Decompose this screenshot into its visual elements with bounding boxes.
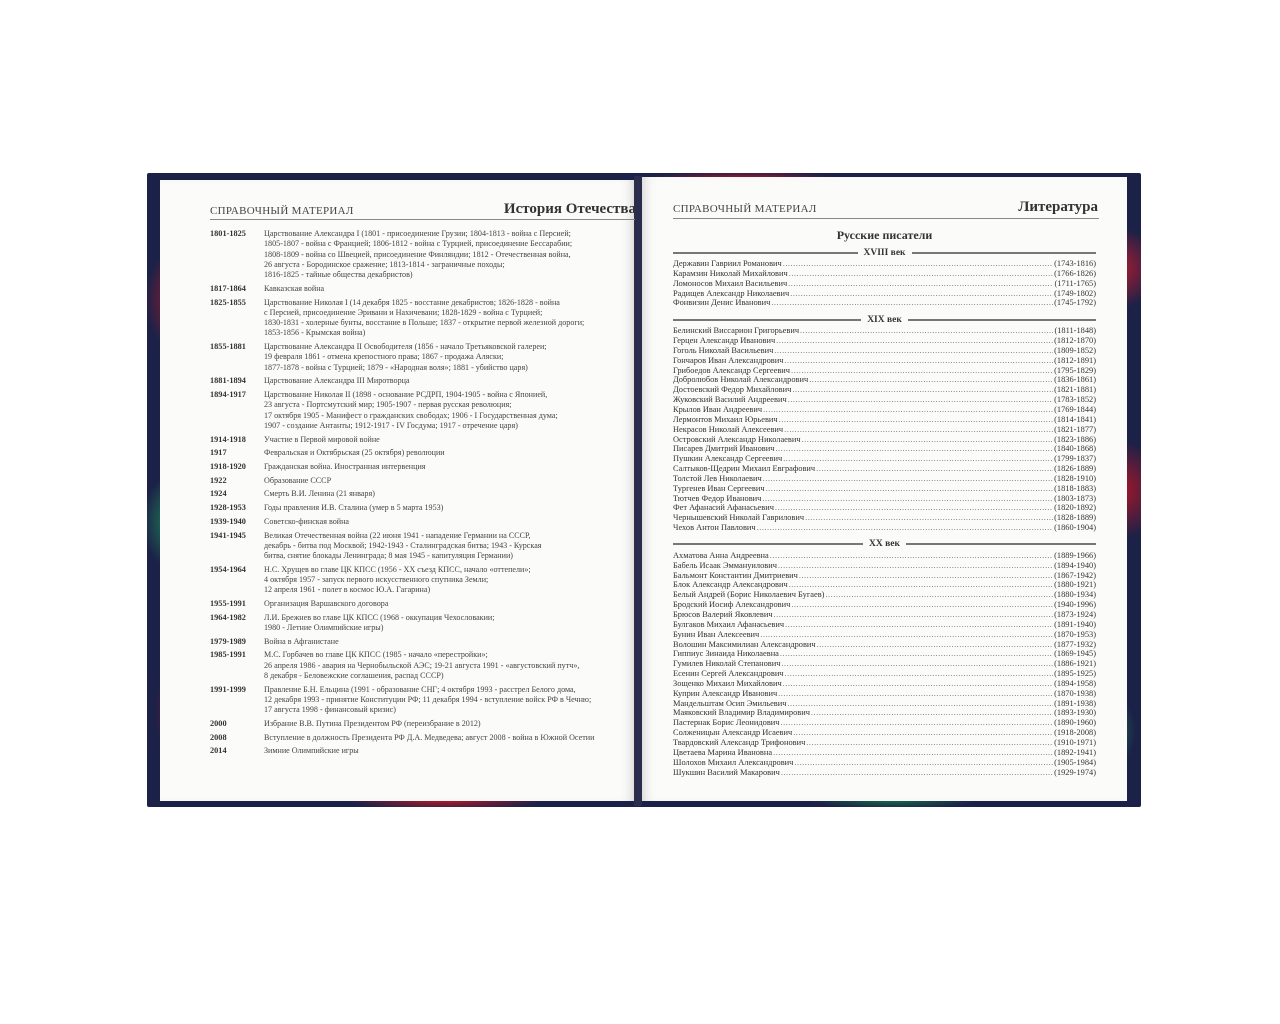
writer-years: (1828-1910) [1054, 473, 1096, 483]
dot-leader [773, 748, 1053, 758]
writer-row [673, 669, 1096, 679]
writer-years: (1892-1941) [1054, 747, 1096, 757]
dot-leader [770, 551, 1053, 561]
dot-leader [762, 494, 1053, 504]
writer-name: Гумилев Николай Степанович [673, 659, 781, 669]
timeline-year: 1894-1917 [210, 390, 246, 400]
timeline-row [210, 517, 626, 527]
writer-row [673, 748, 1096, 758]
dot-leader [793, 728, 1053, 738]
timeline-row [210, 342, 626, 373]
timeline-text: Великая Отечественная война (22 июня 1941 - нападение Германии на СССР, декабрь - битва под Москвой; 1942-1943 - Сталинградская битва; 1943 - Курская битва, снятие блокады Ленинграда; 8 мая 1945 - капитуляция Германии) [264, 530, 542, 561]
writer-name: Крылов Иван Андреевич [673, 404, 763, 414]
writer-years: (1711-1765) [1054, 278, 1096, 288]
writer-name: Блок Александр Александрович [673, 580, 788, 590]
writer-row [673, 630, 1096, 640]
writer-years: (1826-1889) [1054, 464, 1096, 474]
timeline-text: Н.С. Хрущев во главе ЦК КПСС (1956 - XX съезд КПСС, начало «оттепели»; 4 октября 1957 - запуск первого искусственного спутника Земли; 12 апреля 1961 - полет в космос Ю.А. Гагарина) [264, 564, 531, 595]
writer-row [673, 366, 1096, 376]
writer-row [673, 474, 1096, 484]
writers-list [673, 228, 1096, 777]
timeline-row [210, 462, 626, 472]
book-spine [634, 176, 642, 806]
writer-name: Бальмонт Константин Дмитриевич [673, 570, 798, 580]
dot-leader [816, 464, 1053, 474]
timeline-text: Вступление в должность Президента РФ Д.А. Медведева; август 2008 - война в Южной Осетии [264, 732, 595, 742]
writer-name: Брюсов Валерий Яковлевич [673, 610, 773, 619]
timeline-year: 1801-1825 [210, 229, 246, 238]
right-header-label: СПРАВОЧНЫЙ МАТЕРИАЛ [673, 203, 817, 215]
timeline-text: Февральская и Октябрьская (25 октября) революции [264, 448, 445, 458]
dot-leader [791, 600, 1053, 610]
writer-name: Грибоедов Александр Сергеевич [673, 365, 791, 375]
dot-leader [794, 758, 1053, 768]
writer-years: (1814-1841) [1054, 414, 1096, 424]
timeline-text: Война в Афганистане [264, 636, 339, 646]
writer-years: (1840-1868) [1054, 444, 1096, 454]
dot-leader [779, 415, 1054, 425]
writer-years: (1812-1891) [1054, 355, 1096, 365]
timeline-text: Организация Варшавского договора [264, 599, 389, 609]
timeline-text: Правление Б.Н. Ельцина (1991 - образование СНГ; 4 октября 1993 - расстрел Белого дома, 12 декабря 1993 - принятие Конституции РФ; 11 декабря 1994 - вступление войск РФ в Чечню; 17 августа 1998 - финансовый кризис) [264, 684, 592, 715]
dot-leader [802, 435, 1054, 445]
timeline-row [210, 719, 626, 729]
writer-years: (1795-1829) [1054, 365, 1096, 375]
writer-name: Шукшин Василий Макарович [673, 767, 780, 777]
writer-name: Солженицын Александр Исаевич [673, 728, 793, 738]
timeline-year: 1917 [210, 448, 227, 458]
dot-leader [781, 768, 1053, 778]
writer-row [673, 689, 1096, 699]
timeline-year: 1924 [210, 489, 227, 499]
writer-years: (1809-1852) [1054, 345, 1096, 355]
writer-name: Жуковский Василий Андреевич [673, 395, 787, 405]
dot-leader [783, 679, 1053, 689]
timeline-row [210, 503, 626, 513]
writer-name: Карамзин Николай Михайлович [673, 268, 788, 278]
writer-row [673, 708, 1096, 718]
dot-leader [811, 708, 1053, 718]
timeline-year: 1817-1864 [210, 283, 246, 293]
writer-years: (1870-1938) [1054, 688, 1096, 698]
left-header-label: СПРАВОЧНЫЙ МАТЕРИАЛ [210, 205, 354, 217]
dot-leader [785, 620, 1053, 630]
writer-name: Островский Александр Николаевич [673, 434, 801, 444]
dot-leader [775, 503, 1053, 513]
writer-name: Достоевский Федор Михайлович [673, 385, 792, 395]
writer-row [673, 425, 1096, 435]
writer-row [673, 259, 1096, 269]
dot-leader [763, 474, 1053, 484]
dot-leader [806, 738, 1053, 748]
timeline-year: 1941-1945 [210, 530, 246, 540]
writer-name: Лермонтов Михаил Юрьевич [673, 414, 778, 424]
writer-name: Ахматова Анна Андреевна [673, 550, 769, 560]
dot-leader [757, 523, 1054, 533]
dot-leader [788, 279, 1053, 289]
dot-leader [778, 689, 1053, 699]
writer-name: Фонвизин Денис Иванович [673, 298, 771, 308]
writer-years: (1891-1938) [1054, 698, 1096, 708]
dot-leader [766, 484, 1054, 494]
writer-name: Гиппиус Зинаида Николаевна [673, 649, 779, 659]
timeline-text: Царствование Александра I (1801 - присоединение Грузии; 1804-1813 - война с Персией; 1805-1807 - война с Францией; 1806-1812 - война с Турцией, присоединение Бессарабии; 1808-1809 - война со Швецией, присоединение Финляндии; 1812 - Отечественная война, 26 августа - Бородинское сражение; 1813-1814 - заграничные походы; 1816-1825 - тайные общества декабристов) [264, 229, 573, 280]
timeline-row [210, 531, 626, 562]
writer-name: Бродский Иосиф Александрович [673, 600, 791, 610]
dot-leader [800, 326, 1053, 336]
writer-years: (1743-1816) [1054, 259, 1096, 268]
writer-row [673, 494, 1096, 504]
writer-name: Мандельштам Осип Эмильевич [673, 698, 787, 708]
writer-row [673, 385, 1096, 395]
writer-name: Булгаков Михаил Афанасьевич [673, 619, 785, 629]
writer-years: (1918-2008) [1054, 728, 1096, 738]
writer-row [673, 620, 1096, 630]
writer-years: (1812-1870) [1054, 336, 1096, 346]
writer-years: (1818-1883) [1054, 483, 1096, 493]
writer-row [673, 405, 1096, 415]
writer-years: (1869-1945) [1054, 649, 1096, 659]
timeline-year: 1991-1999 [210, 684, 246, 694]
timeline-row [210, 685, 626, 716]
timeline-row [210, 284, 626, 294]
timeline-text: М.С. Горбачев во главе ЦК КПСС (1985 - начало «перестройки»; 26 апреля 1986 - авария на Чернобыльской АЭС; 19-21 августа 1991 - «августовский путч», 8 декабря - Беловежские соглашения, распад СССР) [264, 650, 580, 681]
writer-years: (1880-1934) [1054, 590, 1096, 600]
left-header-rule [210, 219, 635, 220]
writer-name: Есенин Сергей Александрович [673, 669, 784, 679]
writer-row [673, 415, 1096, 425]
timeline-text: Царствование Николая I (14 декабря 1825 - восстание декабристов; 1826-1828 - война с Персией, присоединение Эривани и Нахичевани; 1828-1829 - война с Турцией; 1830-1831 - холерные бунты, восстание в Польше; 1837 - открытие первой железной дороги; 1853-1856 - Крымская война) [264, 297, 585, 338]
timeline-row [210, 448, 626, 458]
timeline-text: Царствование Александра III Миротворца [264, 376, 410, 386]
writer-row [673, 551, 1096, 561]
timeline-year: 1939-1940 [210, 516, 246, 526]
timeline-text: Избрание В.В. Путина Президентом РФ (переизбрание в 2012) [264, 718, 481, 728]
writer-name: Тургенев Иван Сергеевич [673, 483, 765, 493]
writer-row [673, 758, 1096, 768]
writer-years: (1783-1852) [1054, 395, 1096, 405]
writer-years: (1836-1861) [1054, 375, 1096, 385]
timeline-year: 1964-1982 [210, 612, 246, 622]
writer-row [673, 444, 1096, 454]
timeline-text: Советско-финская война [264, 516, 350, 526]
writer-row [673, 336, 1096, 346]
writer-name: Писарев Дмитрий Иванович [673, 444, 775, 454]
writer-name: Бабель Исаак Эммануилович [673, 560, 777, 570]
dot-leader [778, 561, 1053, 571]
writer-years: (1894-1940) [1054, 560, 1096, 570]
writer-years: (1895-1925) [1054, 669, 1096, 679]
century-heading [673, 313, 1096, 326]
timeline-text: Зимние Олимпийские игры [264, 746, 359, 756]
dot-leader [781, 659, 1053, 669]
dot-leader [809, 375, 1053, 385]
writer-row [673, 561, 1096, 571]
century-rule-left [673, 319, 861, 321]
writer-years: (1910-1971) [1054, 737, 1096, 747]
writer-years: (1873-1924) [1054, 610, 1096, 619]
writer-name: Твардовский Александр Трифонович [673, 737, 806, 747]
writer-years: (1766-1826) [1054, 268, 1096, 278]
timeline-year: 1918-1920 [210, 462, 246, 472]
writer-years: (1940-1996) [1054, 600, 1096, 610]
writer-name: Гоголь Николай Васильевич [673, 345, 774, 355]
dot-leader [785, 669, 1054, 679]
writer-row [673, 346, 1096, 356]
writer-name: Радищев Александр Николаевич [673, 288, 790, 298]
writer-row [673, 435, 1096, 445]
writer-years: (1889-1966) [1054, 550, 1096, 560]
writer-name: Шолохов Михаил Александрович [673, 757, 794, 767]
writer-row [673, 298, 1096, 308]
timeline-year: 2008 [210, 732, 227, 742]
timeline-year: 1979-1989 [210, 636, 246, 646]
writer-row [673, 718, 1096, 728]
timeline-row [210, 435, 626, 445]
dot-leader [789, 269, 1053, 279]
writer-years: (1803-1873) [1054, 493, 1096, 503]
writer-name: Бунин Иван Алексеевич [673, 629, 760, 639]
writer-years: (1823-1886) [1054, 434, 1096, 444]
writer-row [673, 580, 1096, 590]
writer-years: (1877-1932) [1054, 639, 1096, 649]
writer-years: (1880-1921) [1054, 580, 1096, 590]
dot-leader [791, 366, 1053, 376]
timeline-year: 1955-1991 [210, 599, 246, 609]
dot-leader [774, 346, 1053, 356]
timeline-text: Смерть В.И. Ленина (21 января) [264, 489, 375, 499]
timeline-row [210, 390, 626, 431]
dot-leader [787, 699, 1053, 709]
section-title: Русские писатели [836, 228, 933, 242]
timeline-year: 1881-1894 [210, 376, 246, 386]
writer-row [673, 513, 1096, 523]
writer-row [673, 659, 1096, 669]
writer-name: Зощенко Михаил Михайлович [673, 678, 782, 688]
writer-name: Куприн Александр Иванович [673, 688, 778, 698]
dot-leader [788, 395, 1053, 405]
writer-years: (1890-1960) [1054, 718, 1096, 728]
writer-row [673, 610, 1096, 620]
dot-leader [780, 649, 1053, 659]
timeline-text: Л.И. Брежнев во главе ЦК КПСС (1968 - оккупация Чехословакии; 1980 - Летние Олимпийские игры) [264, 612, 495, 633]
writer-row [673, 395, 1096, 405]
writer-years: (1886-1921) [1054, 659, 1096, 669]
dot-leader [780, 718, 1053, 728]
writer-years: (1891-1940) [1054, 619, 1096, 629]
timeline-text: Кавказская война [264, 283, 325, 293]
writer-name: Волошин Максимилиан Александрович [673, 639, 816, 649]
timeline-row [210, 733, 626, 743]
writer-row [673, 679, 1096, 689]
dot-leader [799, 571, 1053, 581]
writer-row [673, 454, 1096, 464]
writer-name: Гончаров Иван Александрович [673, 355, 784, 365]
timeline-text: Годы правления И.В. Сталина (умер в 5 марта 1953) [264, 503, 444, 513]
century-label: XVIII век [863, 247, 906, 258]
dot-leader [817, 640, 1054, 650]
timeline-year: 1954-1964 [210, 564, 246, 574]
writer-years: (1828-1889) [1054, 513, 1096, 523]
timeline-year: 1922 [210, 475, 227, 485]
timeline-year: 1985-1991 [210, 650, 246, 660]
dot-leader [783, 454, 1053, 464]
writer-name: Тютчев Федор Иванович [673, 493, 762, 503]
writer-row [673, 289, 1096, 299]
dot-leader [784, 425, 1053, 435]
writer-row [673, 590, 1096, 600]
writer-years: (1821-1877) [1054, 424, 1096, 434]
writer-name: Фет Афанасий Афанасьевич [673, 503, 774, 513]
writer-name: Державин Гавриил Романович [673, 259, 782, 268]
dot-leader [825, 590, 1053, 600]
timeline-text: Гражданская война. Иностранная интервенция [264, 462, 426, 472]
writer-row [673, 571, 1096, 581]
writer-years: (1745-1792) [1054, 298, 1096, 308]
writer-row [673, 699, 1096, 709]
writer-name: Ломоносов Михаил Васильевич [673, 278, 788, 288]
timeline-year: 2000 [210, 718, 227, 728]
writer-name: Чехов Антон Павлович [673, 523, 756, 533]
writer-years: (1929-1974) [1054, 767, 1096, 777]
writer-years: (1769-1844) [1054, 404, 1096, 414]
writer-name: Салтыков-Щедрин Михаил Евграфович [673, 464, 816, 474]
writer-name: Пушкин Александр Сергеевич [673, 454, 783, 464]
dot-leader [783, 259, 1053, 269]
writer-name: Некрасов Николай Алексеевич [673, 424, 784, 434]
writer-years: (1867-1942) [1054, 570, 1096, 580]
timeline-text: Образование СССР [264, 475, 332, 485]
timeline-text: Царствование Николая II (1898 - основание РСДРП, 1904-1905 - война с Японией, 23 августа - Портсмутский мир; 1905-1907 - первая русская революция; 17 октября 1905 - Манифест о гражданских свободах; 1906 - I Государственная дума; 1907 - создание Антанты; 1912-1917 - IV Госдума; 1917 - отречение царя) [264, 390, 558, 430]
dot-leader [775, 444, 1053, 454]
writer-row [673, 269, 1096, 279]
timeline-year: 2014 [210, 746, 227, 756]
century-heading [673, 246, 1096, 259]
timeline-text: Царствование Александра II Освободителя (1856 - начало Третьяковской галереи; 19 февраля 1861 - отмена крепостного права; 1867 - продажа Аляски; 1877-1878 - война с Турцией; 1879 - «Народная воля»; 1881 - убийство царя) [264, 342, 547, 372]
writer-row [673, 356, 1096, 366]
writer-name: Белинский Виссарион Григорьевич [673, 326, 800, 336]
writer-row [673, 649, 1096, 659]
century-rule-left [673, 252, 858, 254]
writer-years: (1870-1953) [1054, 629, 1096, 639]
right-header-title: Литература [1018, 199, 1098, 215]
century-heading [673, 538, 1096, 551]
timeline-year: 1914-1918 [210, 434, 246, 444]
right-header-rule [673, 218, 1099, 219]
timeline-row [210, 298, 626, 339]
timeline-row [210, 476, 626, 486]
writer-years: (1860-1904) [1054, 523, 1096, 533]
writer-years: (1905-1984) [1054, 757, 1096, 767]
timeline-year: 1928-1953 [210, 503, 246, 513]
left-header-title: История Отечества [503, 201, 636, 217]
writer-name: Герцен Александр Иванович [673, 336, 776, 346]
dot-leader [763, 405, 1053, 415]
writer-years: (1894-1958) [1054, 678, 1096, 688]
dot-leader [790, 289, 1053, 299]
writer-row [673, 503, 1096, 513]
writer-row [673, 523, 1096, 533]
writer-row [673, 768, 1096, 778]
timeline-row [210, 637, 626, 647]
writer-name: Пастернак Борис Леонидович [673, 718, 780, 728]
timeline-row [210, 746, 626, 756]
timeline-row [210, 613, 626, 634]
century-label: XIX век [867, 314, 902, 325]
century-label: XX век [869, 539, 900, 550]
timeline-text: Участие в Первой мировой войне [264, 434, 380, 444]
writer-row [673, 464, 1096, 474]
writer-name: Толстой Лев Николаевич [673, 473, 762, 483]
dot-leader [792, 385, 1053, 395]
writer-row [673, 738, 1096, 748]
timeline-year: 1825-1855 [210, 297, 246, 307]
dot-leader [771, 298, 1053, 308]
century-rule-right [912, 252, 1097, 254]
timeline-row [210, 229, 626, 280]
dot-leader [760, 630, 1053, 640]
century-rule-right [908, 319, 1096, 321]
writer-years: (1799-1837) [1054, 454, 1096, 464]
dot-leader [774, 610, 1054, 620]
writer-years: (1821-1881) [1054, 385, 1096, 395]
writer-row [673, 728, 1096, 738]
timeline-year: 1855-1881 [210, 342, 246, 352]
writer-row [673, 326, 1096, 336]
history-timeline [210, 229, 626, 760]
writer-name: Цветаева Марина Ивановна [673, 747, 773, 757]
dot-leader [776, 336, 1053, 346]
writer-name: Белый Андрей (Борис Николаевич Бугаев) [673, 590, 825, 600]
timeline-row [210, 376, 626, 386]
century-rule-left [673, 543, 863, 545]
timeline-row [210, 565, 626, 596]
writer-row [673, 484, 1096, 494]
writer-name: Чернышевский Николай Гаврилович [673, 513, 805, 523]
writer-row [673, 375, 1096, 385]
dot-leader [784, 356, 1053, 366]
writer-name: Добролюбов Николай Александрович [673, 375, 809, 385]
writer-row [673, 279, 1096, 289]
writer-row [673, 640, 1096, 650]
writer-row [673, 600, 1096, 610]
century-rule-right [906, 543, 1096, 545]
dot-leader [805, 513, 1053, 523]
writer-years: (1749-1802) [1054, 288, 1096, 298]
writer-years: (1893-1930) [1054, 708, 1096, 718]
timeline-row [210, 599, 626, 609]
timeline-row [210, 650, 626, 681]
writer-years: (1811-1848) [1054, 326, 1096, 336]
dot-leader [789, 580, 1053, 590]
timeline-row [210, 489, 626, 499]
writer-years: (1820-1892) [1054, 503, 1096, 513]
writer-name: Маяковский Владимир Владимирович [673, 708, 810, 718]
